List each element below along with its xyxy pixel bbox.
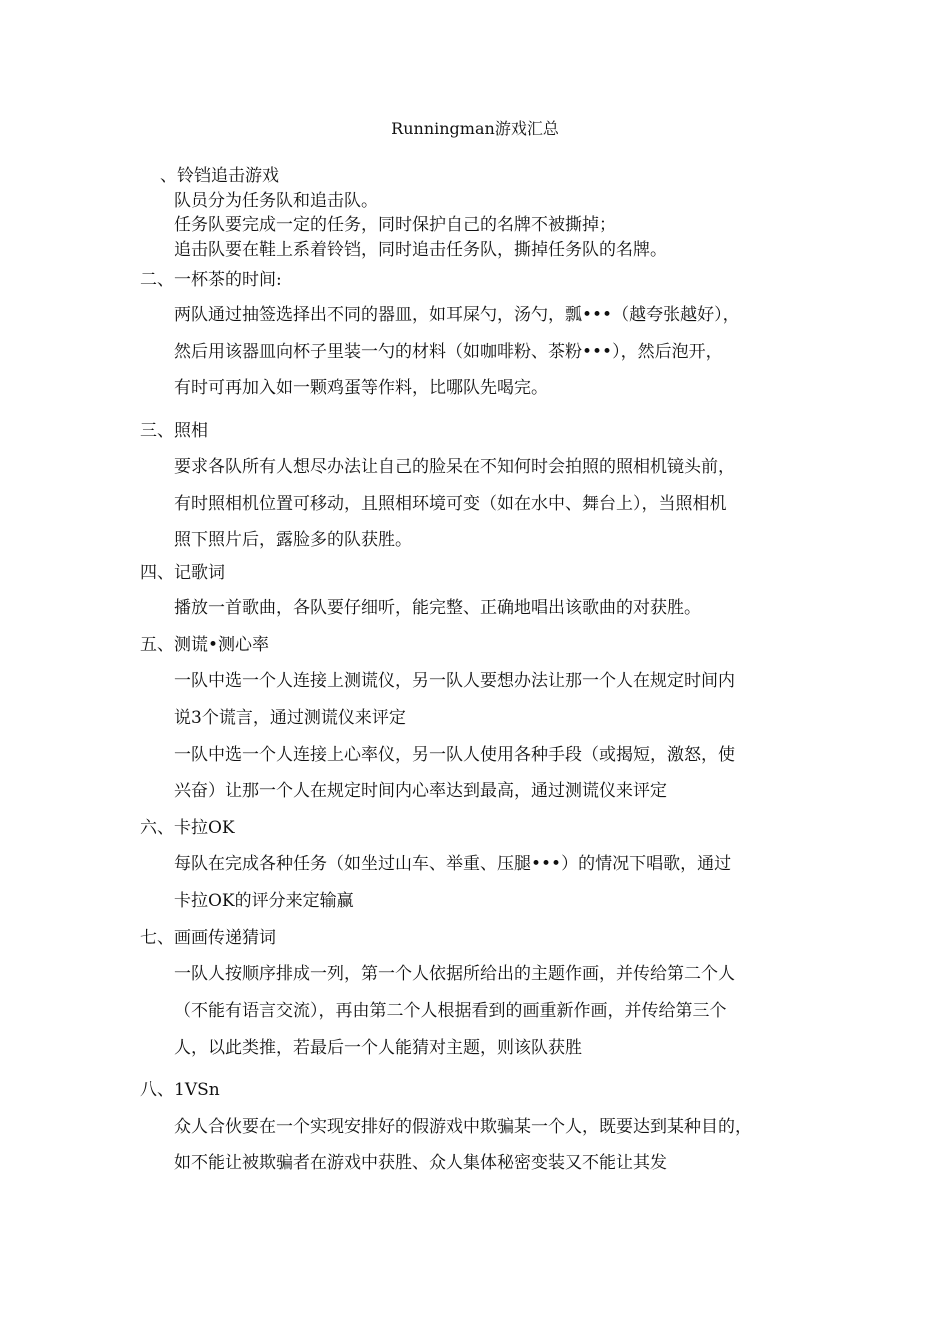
section-line: 然后用该器皿向杯子里装一勺的材料（如咖啡粉、茶粉•••），然后泡开， (174, 342, 723, 362)
section-heading: 六、卡拉OK (140, 818, 235, 838)
section-line: 兴奋）让那一个人在规定时间内心率达到最高，通过测谎仪来评定 (174, 781, 667, 801)
section-line: 有时可再加入如一颗鸡蛋等作料，比哪队先喝完。 (174, 378, 548, 398)
section-line: 说3个谎言，通过测谎仪来评定 (174, 708, 406, 728)
section-line: 一队人按顺序排成一列，第一个人依据所给出的主题作画，并传给第二个人 (174, 964, 735, 984)
section-heading: 七、画画传递猜词 (140, 928, 276, 948)
section-line: 众人合伙要在一个实现安排好的假游戏中欺骗某一个人，既要达到某种目的， (174, 1117, 752, 1137)
section-line: 照下照片后，露脸多的队获胜。 (174, 530, 412, 550)
section-line: 任务队要完成一定的任务，同时保护自己的名牌不被撕掉； (174, 215, 616, 235)
section-heading: 八、1VSn (140, 1080, 220, 1100)
section-line: 有时照相机位置可移动，且照相环境可变（如在水中、舞台上），当照相机 (174, 494, 727, 514)
section-line: 每队在完成各种任务（如坐过山车、举重、压腿•••）的情况下唱歌，通过 (174, 854, 732, 874)
section-line: 要求各队所有人想尽办法让自己的脸呆在不知何时会拍照的照相机镜头前， (174, 457, 735, 477)
section-heading: 、铃铛追击游戏 (160, 166, 279, 186)
section-line: 两队通过抽签选择出不同的器皿，如耳屎勺，汤勺，瓢•••（越夸张越好）， (174, 305, 740, 325)
section-line: 一队中选一个人连接上测谎仪，另一队人要想办法让那一个人在规定时间内 (174, 671, 735, 691)
section-heading: 二、一杯茶的时间: (140, 270, 282, 290)
section-line: 如不能让被欺骗者在游戏中获胜、众人集体秘密变装又不能让其发 (174, 1153, 667, 1173)
document-title: Runningman游戏汇总 (391, 119, 559, 138)
section-heading: 五、测谎•测心率 (140, 635, 270, 655)
section-line: （不能有语言交流），再由第二个人根据看到的画重新作画，并传给第三个 (174, 1001, 727, 1021)
section-heading: 三、照相 (140, 421, 208, 441)
section-line: 一队中选一个人连接上心率仪，另一队人使用各种手段（或揭短，激怒，使 (174, 745, 735, 765)
section-heading: 四、记歌词 (140, 563, 225, 583)
section-line: 队员分为任务队和追击队。 (174, 191, 378, 211)
section-line: 播放一首歌曲，各队要仔细听，能完整、正确地唱出该歌曲的对获胜。 (174, 598, 701, 618)
section-line: 追击队要在鞋上系着铃铛，同时追击任务队，撕掉任务队的名牌。 (174, 240, 667, 260)
section-line: 卡拉OK的评分来定输赢 (174, 891, 354, 911)
section-line: 人，以此类推，若最后一个人能猜对主题，则该队获胜 (174, 1038, 582, 1058)
